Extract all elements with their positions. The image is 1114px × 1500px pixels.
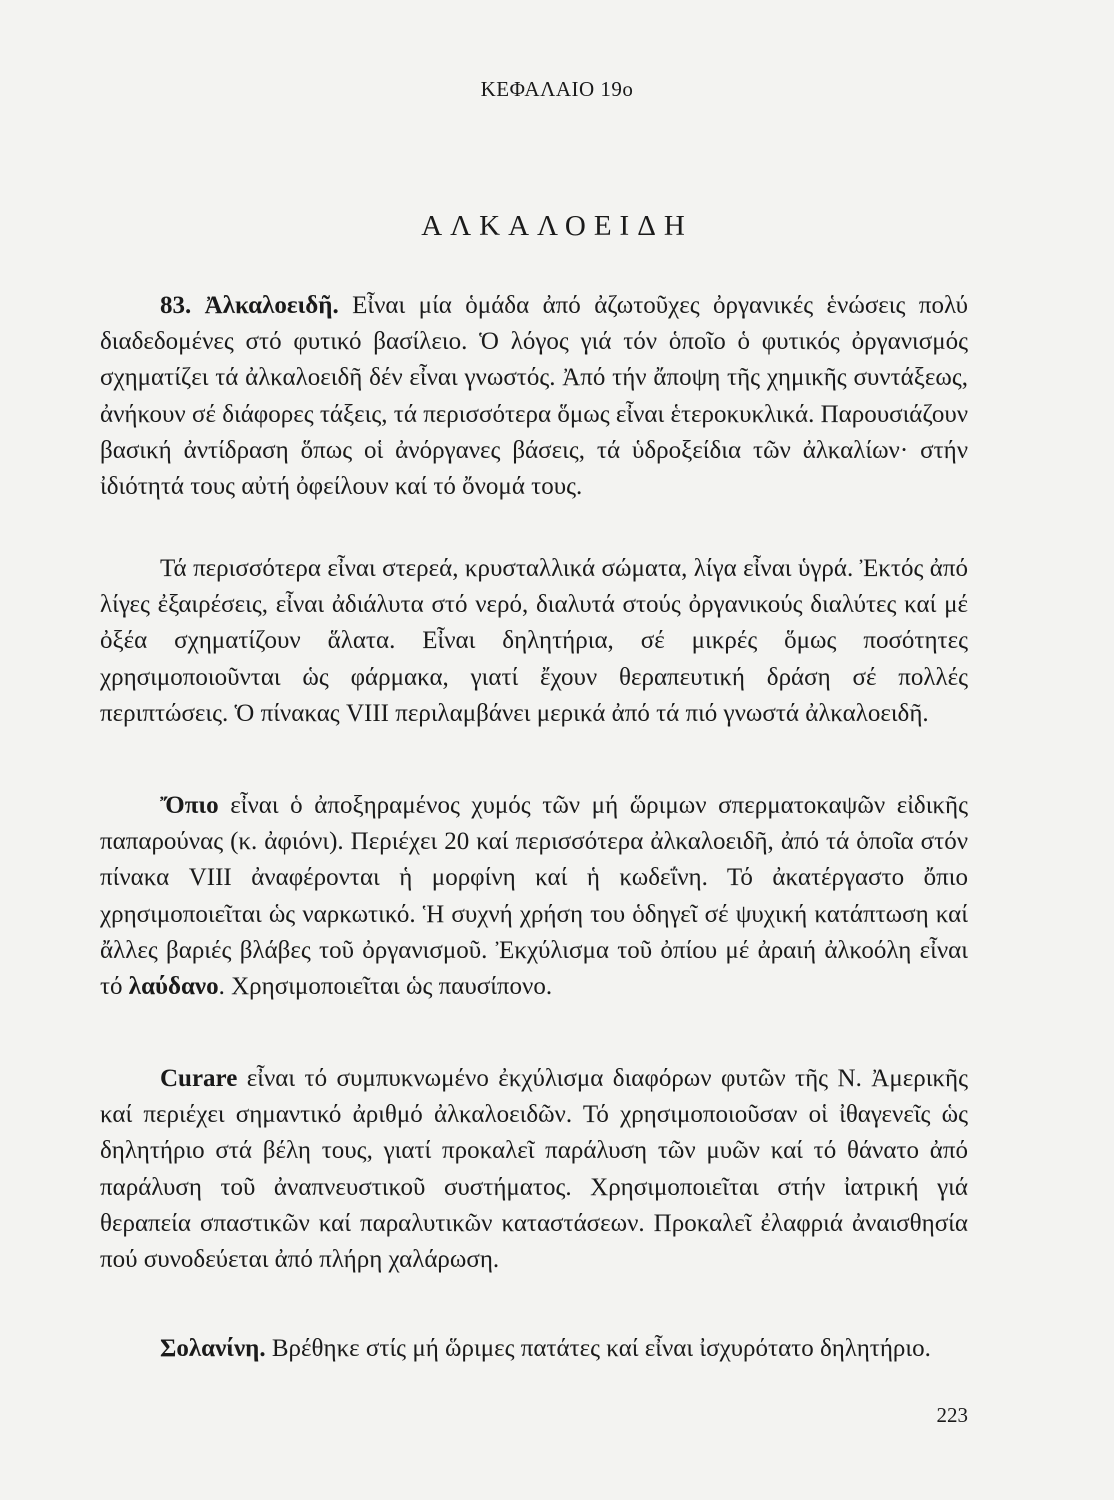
paragraph-3 (100, 788, 968, 1005)
term-heading: Ὄπιο (160, 792, 219, 819)
paragraph-text: Εἶναι μία ὁμάδα ἀπό ἀζωτοῦχες ὀργανικές ἑνώσεις πολύ διαδεδομένες στό φυτικό βασίλειο. Ὁ λόγος γιά τόν ὁποῖο ὁ φυτικός ὀργανισμός σχηματίζει τά ἀλκαλοειδῆ δέν εἶναι γνωστός. Ἀπό τήν ἄποψη τῆς χημικῆς συντάξεως, ἀνήκουν σέ διάφορες τάξεις, τά περισσότερα ὅμως εἶναι ἑτεροκυκλικά. Παρουσιάζουν βασική ἀντίδραση ὅπως οἱ ἀνόργανες βάσεις, τά ὑδροξείδια τῶν ἀλκαλίων· στήν ἰδιότητά τους αὐτή ὀφείλουν καί τό ὄνομά τους. (100, 292, 968, 501)
paragraph-2 (100, 551, 968, 732)
paragraph-4 (100, 1061, 968, 1278)
term-heading: Σολανίνη. (160, 1335, 266, 1362)
term-bold: λαύδανο (128, 973, 219, 1001)
paragraph-text: . Χρησιμοποιεῖται ὡς παυσίπονο. (218, 973, 553, 1001)
paragraph-1 (100, 288, 968, 505)
chapter-heading: ΚΕΦΑΛΑΙΟ 19ο (480, 77, 634, 101)
paragraph-text: Τά περισσότερα εἶναι στερεά, κρυσταλλικά σώματα, λίγα εἶναι ὑγρά. Ἐκτός ἀπό λίγες ἐξαιρέσεις, εἶναι ἀδιάλυτα στό νερό, διαλυτά στούς ὀργανικούς διαλύτες καί μέ ὀξέα σχηματίζουν ἅλατα. Εἶναι δηλητήρια, σέ μικρές ὅμως ποσότητες χρησιμοποιοῦνται ὡς φάρμακα, γιατί ἔχουν θεραπευτική δράση σέ πολλές περιπτώσεις. Ὁ πίνακας VIII περιλαμβάνει μερικά ἀπό τά πιό γνωστά ἀλκαλοειδῆ. (100, 555, 968, 727)
term-heading: Curare (160, 1065, 238, 1092)
page-title: ΑΛΚΑΛΟΕΙΔΗ (421, 210, 693, 242)
paragraph-5 (100, 1331, 968, 1367)
paragraph-text: εἶναι τό συμπυκνωμένο ἐκχύλισμα διαφόρων φυτῶν τῆς Ν. Ἀμερικῆς καί περιέχει σημαντικό ἀριθμό ἀλκαλοειδῶν. Τό χρησιμοποιοῦσαν οἱ ἰθαγενεῖς ὡς δηλητήριο στά βέλη τους, γιατί προκαλεῖ παράλυση τῶν μυῶν καί τό θάνατο ἀπό παράλυση τοῦ ἀναπνευστικοῦ συστήματος. Χρησιμοποιεῖται στήν ἰατρική γιά θεραπεία σπαστικῶν καί παραλυτικῶν καταστάσεων. Προκαλεῖ ἐλαφριά ἀναισθησία πού συνοδεύεται ἀπό πλήρη χαλάρωση. (100, 1065, 968, 1274)
page-number: 223 (936, 1403, 968, 1427)
paragraph-text: εἶναι ὁ ἀποξηραμένος χυμός τῶν μή ὥριμων σπερματοκαψῶν εἰδικῆς παπαρούνας (κ. ἀφιόνι). Περιέχει 20 καί περισσότερα ἀλκαλοειδῆ, ἀπό τά ὁποῖα στόν πίνακα VIII ἀναφέρονται ἡ μορφίνη καί ἡ κωδεΐνη. Τό ἀκατέργαστο ὄπιο χρησιμοποιεῖται ὡς ναρκωτικό. Ἡ συχνή χρήση του ὁδηγεῖ σέ ψυχική κατάπτωση καί ἄλλες βαριές βλάβες τοῦ ὀργανισμοῦ. Ἐκχύλισμα τοῦ ὀπίου μέ ἀραιή ἀλκοόλη εἶναι τό (100, 792, 968, 1001)
paragraph-text: Βρέθηκε στίς μή ὥριμες πατάτες καί εἶναι ἰσχυρότατο δηλητήριο. (265, 1335, 931, 1362)
section-heading: 83. Ἀλκαλοειδῆ. (160, 292, 339, 319)
